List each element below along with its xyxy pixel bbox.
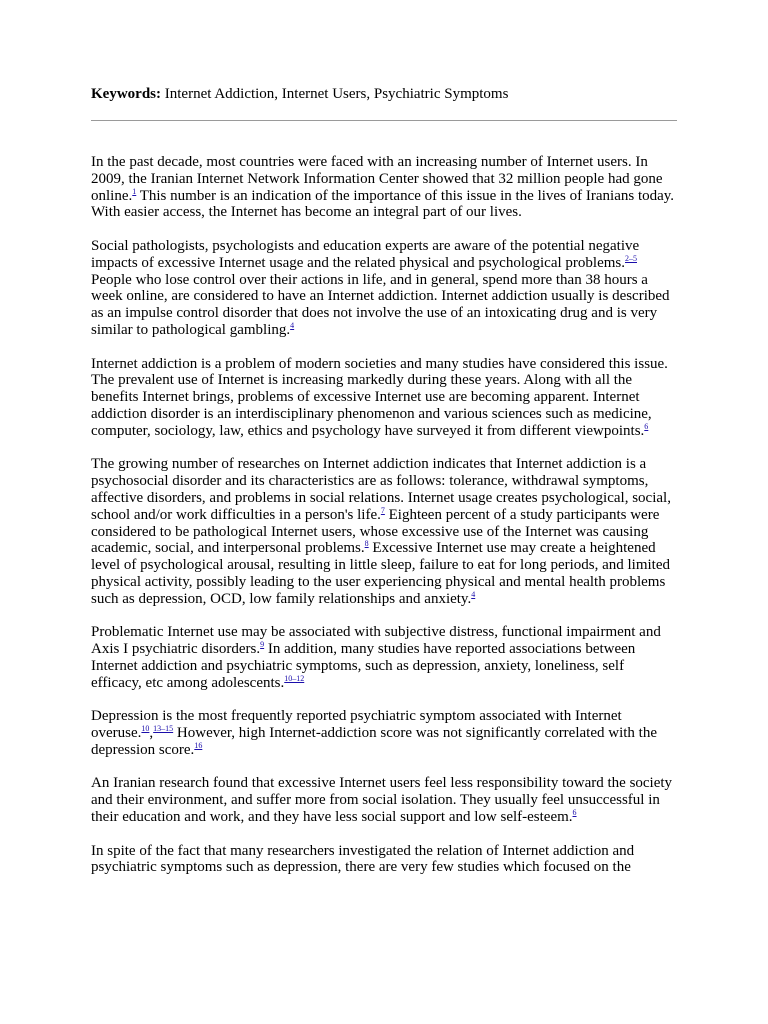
citation-superscript [153,724,173,733]
citation-superscript [625,254,637,263]
paragraph-text: Problematic Internet use may be associated with subjective distress, functional impairment and Axis I psychiatric disorders. [91,624,661,658]
citation-link[interactable]: 13–15 [153,724,174,734]
citation-link[interactable]: 6 [644,421,649,431]
paragraph-text: Depression is the most frequently reported psychiatric symptom associated with Internet overuse. [91,708,622,742]
citation-superscript [194,741,202,750]
paragraph [91,624,677,691]
paragraph-text: Excessive Internet use may create a heightened level of psychological arousal, resulting in little sleep, failure to eat for long periods, and limited physical activity, possibly leading to the user experiencing physical and mental health problems such as depression, OCD, low family relationships and anxiety. [91,540,671,607]
paragraph [91,843,677,877]
paragraph-text: This number is an indication of the importance of this issue in the lives of Iranians today. With easier access, the Internet has become an integral part of our lives. [91,187,675,221]
citation-superscript [573,808,577,817]
citation-link[interactable]: 10 [141,724,150,734]
article-body [91,154,677,893]
citation-link[interactable]: 16 [194,740,203,750]
citation-link[interactable]: 2–5 [625,253,637,263]
paragraph [91,356,677,440]
keywords-label: Keywords: [91,86,161,102]
paragraph-text: In addition, many studies have reported associations between Internet addiction and psychiatric symptoms, such as depression, anxiety, loneliness, self efficacy, etc among adolescents. [91,641,636,691]
keywords-line [91,85,677,103]
paragraph [91,775,677,825]
paragraph-text: Social pathologists, psychologists and education experts are aware of the potential negative impacts of excessive Internet usage and the related physical and psychological problems. [91,237,640,271]
citation-link[interactable]: 6 [572,808,577,818]
citation-link[interactable]: 7 [380,505,385,515]
paragraph [91,708,677,758]
citation-link[interactable]: 10–12 [284,673,305,683]
citation-superscript [644,422,648,431]
keywords-text: Internet Addiction, Internet Users, Psychiatric Symptoms [164,86,509,102]
citation-superscript [284,674,304,683]
paragraph-text: Internet addiction is a problem of modern societies and many studies have considered this issue. The prevalent use of Internet is increasing markedly during these years. Along with all the benefits Internet brings, problems of excessive Internet use are becoming apparent. Internet addiction disorder is an interdisciplinary phenomenon and various sciences such as medicine, computer, sociology, law, ethics and psychology have surveyed it from different viewpoints. [91,355,668,439]
paragraph-text: In the past decade, most countries were faced with an increasing number of Internet users. In 2009, the Iranian Internet Network Information Center showed that 32 million people had gone online. [91,154,663,204]
citation-superscript [471,590,475,599]
citation-link[interactable]: 9 [260,640,265,650]
paragraph-text: People who lose control over their actions in life, and in general, spend more than 38 hours a week online, are considered to have an Internet addiction. Internet addiction usually is described as an impulse control disorder that does not involve the use of an intoxicating drug and is very similar to pathological gambling. [91,271,670,338]
paragraph-text: Eighteen percent of a study participants were considered to be pathological Internet users, whose excessive use of the Internet was causing academic, social, and interpersonal problems. [91,506,660,557]
paragraph-text: An Iranian research found that excessive Internet users feel less responsibility toward the society and their environment, and suffer more from social isolation. They usually feel unsuccessful in their education and work, and they have less social support and low self-esteem. [91,775,673,826]
citation-link[interactable]: 1 [132,186,137,196]
citation-link[interactable]: 4 [471,589,476,599]
paragraph-text: In spite of the fact that many researchers investigated the relation of Internet addiction and psychiatric symptoms such as depression, there are very few studies which focused on the [91,842,635,876]
paragraph-text: , [149,725,154,742]
citation-superscript [290,321,294,330]
paragraph [91,456,677,607]
citation-link[interactable]: 8 [364,539,369,549]
citation-link[interactable]: 4 [290,320,295,330]
paragraph-text: However, high Internet-addiction score was not significantly correlated with the depression score. [91,725,657,758]
paragraph [91,154,677,221]
paragraph-text: The growing number of researches on Internet addiction indicates that Internet addiction is a psychosocial disorder and its characteristics are as follows: tolerance, withdrawal symptoms, affective disorders, and problems in social relations. Internet usage creates psychological, social, school and/or work difficulties in a person's life. [91,456,671,523]
horizontal-divider [91,120,677,121]
paragraph [91,238,677,339]
